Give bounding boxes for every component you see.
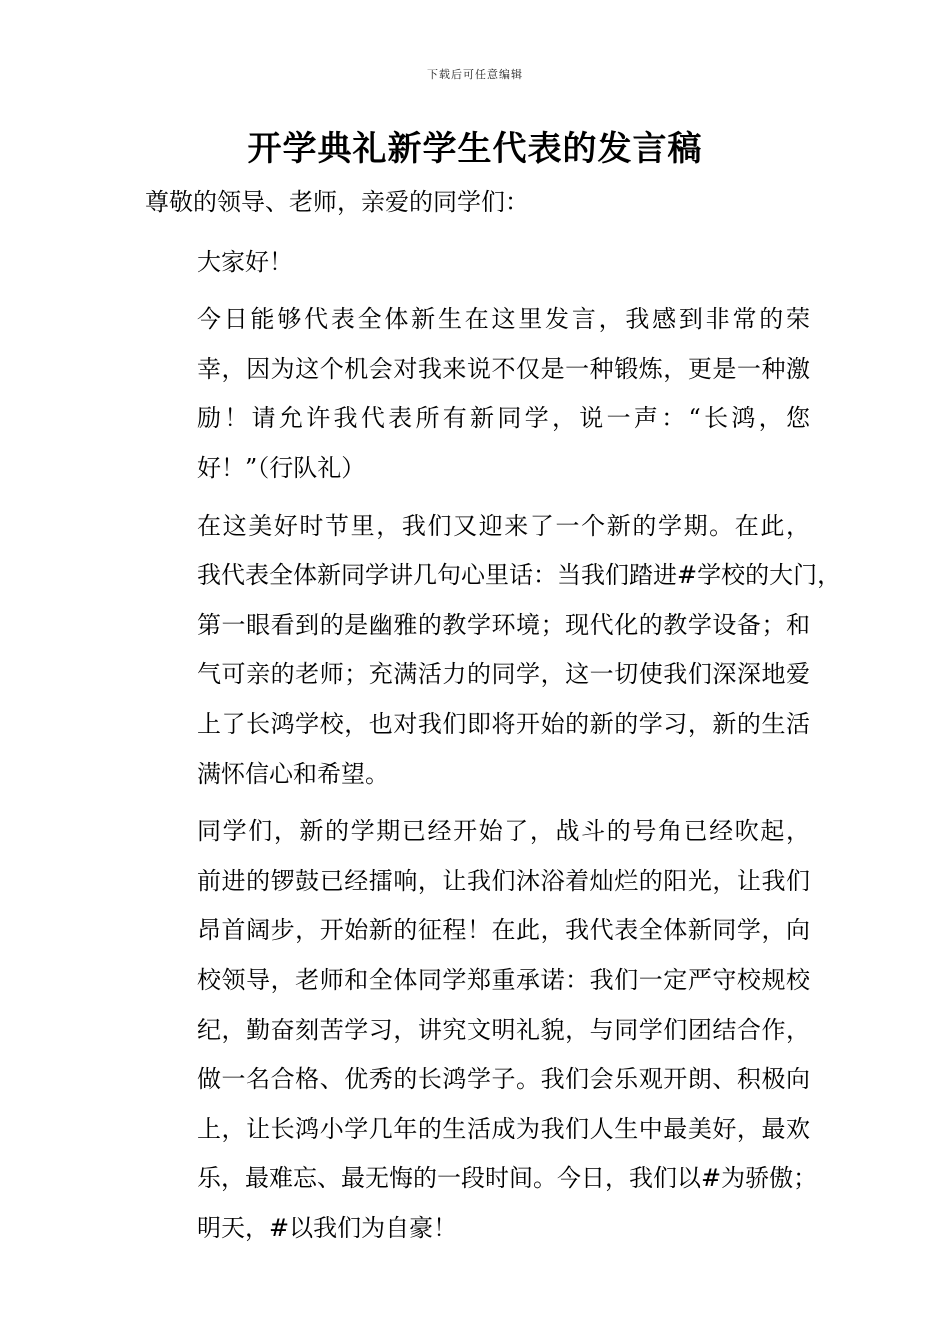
paragraph-line: 幸，因为这个机会对我来说不仅是一种锻炼，更是一种激: [197, 354, 810, 383]
paragraph-line: 同学们，新的学期已经开始了，战斗的号角已经吹起，: [197, 817, 810, 846]
paragraph-line: 好！”（行队礼）: [197, 453, 366, 482]
paragraph-3: [145, 807, 818, 1253]
paragraph-line: 励！请允许我代表所有新同学，说一声：“长鸿，您: [197, 404, 810, 433]
paragraph-line: 明天，#以我们为自豪！: [197, 1213, 458, 1242]
paragraph-line: 第一眼看到的是幽雅的教学环境；现代化的教学设备；和: [197, 610, 810, 639]
paragraph-line: 我代表全体新同学讲几句心里话：当我们踏进#学校的大门，: [197, 561, 842, 590]
paragraph-line: 纪，勤奋刻苦学习，讲究文明礼貌，与同学们团结合作，: [197, 1015, 810, 1044]
paragraph-line: 上了长鸿学校，也对我们即将开始的新的学习，新的生活: [197, 709, 810, 738]
document-title: 开学典礼新学生代表的发言稿: [247, 129, 703, 169]
greeting: 大家好！: [197, 247, 293, 276]
paragraph-line: 上，让长鸿小学几年的生活成为我们人生中最美好，最欢: [197, 1114, 810, 1143]
salutation: 尊敬的领导、老师，亲爱的同学们：: [145, 188, 529, 216]
header-note: 下载后可任意编辑: [427, 68, 523, 81]
paragraph-line: 在这美好时节里，我们又迎来了一个新的学期。在此，: [197, 511, 810, 540]
paragraph-2: [145, 502, 842, 800]
paragraph-1: [145, 295, 810, 493]
paragraph-line: 校领导，老师和全体同学郑重承诺：我们一定严守校规校: [197, 965, 810, 994]
document-body: [145, 178, 842, 1253]
paragraph-line: 做一名合格、优秀的长鸿学子。我们会乐观开朗、积极向: [197, 1065, 810, 1094]
paragraph-line: 前进的锣鼓已经擂响，让我们沐浴着灿烂的阳光，让我们: [197, 866, 810, 895]
paragraph-line: 气可亲的老师；充满活力的同学，这一切使我们深深地爱: [197, 660, 810, 689]
paragraph-line: 满怀信心和希望。: [197, 759, 389, 788]
paragraph-line: 乐，最难忘、最无悔的一段时间。今日，我们以#为骄傲；: [197, 1164, 818, 1193]
paragraph-line: 昂首阔步，开始新的征程！在此，我代表全体新同学，向: [197, 916, 810, 945]
paragraph-line: 今日能够代表全体新生在这里发言，我感到非常的荣: [197, 305, 810, 334]
